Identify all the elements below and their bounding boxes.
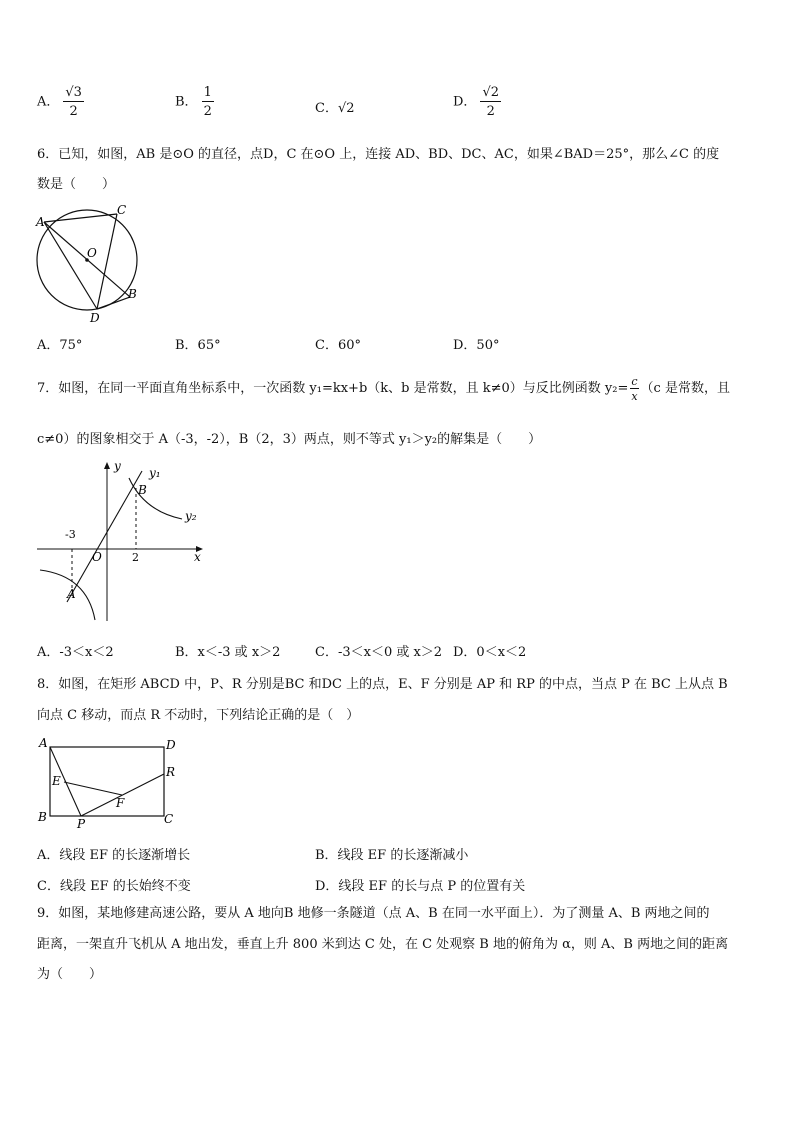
segment-dc xyxy=(97,214,117,309)
label-b: B xyxy=(38,810,47,824)
q6-option-a: A．75° xyxy=(37,338,83,353)
label-neg3: -3 xyxy=(65,528,76,541)
q6-option-b: B．65° xyxy=(175,338,221,353)
q5-option-c: C．√2 xyxy=(315,101,355,116)
q9-stem-line3: 为（ ） xyxy=(37,967,103,982)
label-r: R xyxy=(166,765,176,779)
segment-db xyxy=(97,297,130,309)
q6-stem-line2: 数是（ ） xyxy=(37,177,116,192)
y-axis-arrow xyxy=(104,462,110,469)
label-c: C xyxy=(164,812,174,826)
q5-option-a: A． $\frac{√3}{2}$ xyxy=(37,85,82,119)
q7-option-d: D．0＜x＜2 xyxy=(453,645,527,660)
label-c: C xyxy=(117,203,127,217)
segment-ac xyxy=(44,214,117,222)
label-o: O xyxy=(92,550,102,564)
label-f: F xyxy=(116,796,125,810)
q8-option-b: B．线段 EF 的长逐渐减小 xyxy=(315,848,469,863)
q8-rectangle-figure xyxy=(35,734,185,830)
segment-ef xyxy=(64,782,122,795)
label-a: A xyxy=(39,736,48,750)
q7-option-b: B．x＜-3 或 x＞2 xyxy=(175,645,281,660)
q7-coordinate-figure xyxy=(37,458,217,624)
label-p: P xyxy=(77,817,86,830)
label-y1: y₁ xyxy=(149,466,161,480)
q8-stem-line2: 向点 C 移动，而点 R 不动时，下列结论正确的是（ ） xyxy=(37,708,360,723)
q6-stem-line1: 6．已知，如图，AB 是⊙O 的直径，点D，C 在⊙O 上，连接 AD、BD、DC、AC，如果∠BAD＝25°，那么∠C 的度 xyxy=(37,147,720,162)
label-two: 2 xyxy=(132,551,139,564)
q8-stem-line1: 8．如图，在矩形 ABCD 中，P、R 分别是BC 和DC 上的点，E、F 分别是 AP 和 RP 的中点，当点 P 在 BC 上从点 B xyxy=(37,677,728,692)
label-e: E xyxy=(52,774,61,788)
label-d: D xyxy=(166,738,176,752)
label-x: x xyxy=(194,550,201,564)
q5-option-b: B． $\frac{1}{2}$ xyxy=(175,85,212,119)
fraction: $\frac{√3}{2}$ xyxy=(65,85,82,119)
label-o: O xyxy=(87,246,97,260)
label-a: A xyxy=(36,215,45,229)
label-y: y xyxy=(114,459,121,473)
label-a: A xyxy=(67,587,76,601)
q6-circle-figure xyxy=(33,200,143,324)
curve-y2-branch1 xyxy=(129,478,182,519)
q9-stem-line2: 距离，一架直升飞机从 A 地出发，垂直上升 800 米到达 C 处，在 C 处观察 B 地的俯角为 α，则 A、B 两地之间的距离 xyxy=(37,937,729,952)
q9-stem-line1: 9．如图，某地修建高速公路，要从 A 地向B 地修一条隧道（点 A、B 在同一水平面上）．为了测量 A、B 两地之间的 xyxy=(37,906,710,921)
q6-option-d: D．50° xyxy=(453,338,500,353)
q8-option-d: D．线段 EF 的长与点 P 的位置有关 xyxy=(315,879,526,894)
label-y2: y₂ xyxy=(185,509,197,523)
fraction: $\frac{√2}{2}$ xyxy=(482,85,499,119)
q5-option-d: D． $\frac{√2}{2}$ xyxy=(453,85,499,119)
q8-option-c: C．线段 EF 的长始终不变 xyxy=(37,879,191,894)
fraction-c-over-x: $\frac{c}{x}$ xyxy=(631,374,638,403)
label-b: B xyxy=(128,287,137,301)
rectangle-abcd xyxy=(50,747,164,816)
label-b: B xyxy=(138,483,147,497)
label-d: D xyxy=(90,311,100,324)
q7-option-a: A．-3＜x＜2 xyxy=(37,645,114,660)
q8-option-a: A．线段 EF 的长逐渐增长 xyxy=(37,848,191,863)
q7-stem-line1: 7．如图，在同一平面直角坐标系中，一次函数 y₁=kx+b（k、b 是常数，且 k≠0）与反比例函数 y₂= $\frac{c}{x}$ （c 是常数，且 xyxy=(37,374,730,403)
q7-stem-line2: c≠0）的图象相交于 A（-3，-2），B（2，3）两点，则不等式 y₁＞y₂的解集是（ ） xyxy=(37,432,542,447)
fraction: $\frac{1}{2}$ xyxy=(203,85,212,119)
q7-option-c: C．-3＜x＜0 或 x＞2 xyxy=(315,645,443,660)
q6-option-c: C．60° xyxy=(315,338,361,353)
line-y1 xyxy=(67,471,142,602)
